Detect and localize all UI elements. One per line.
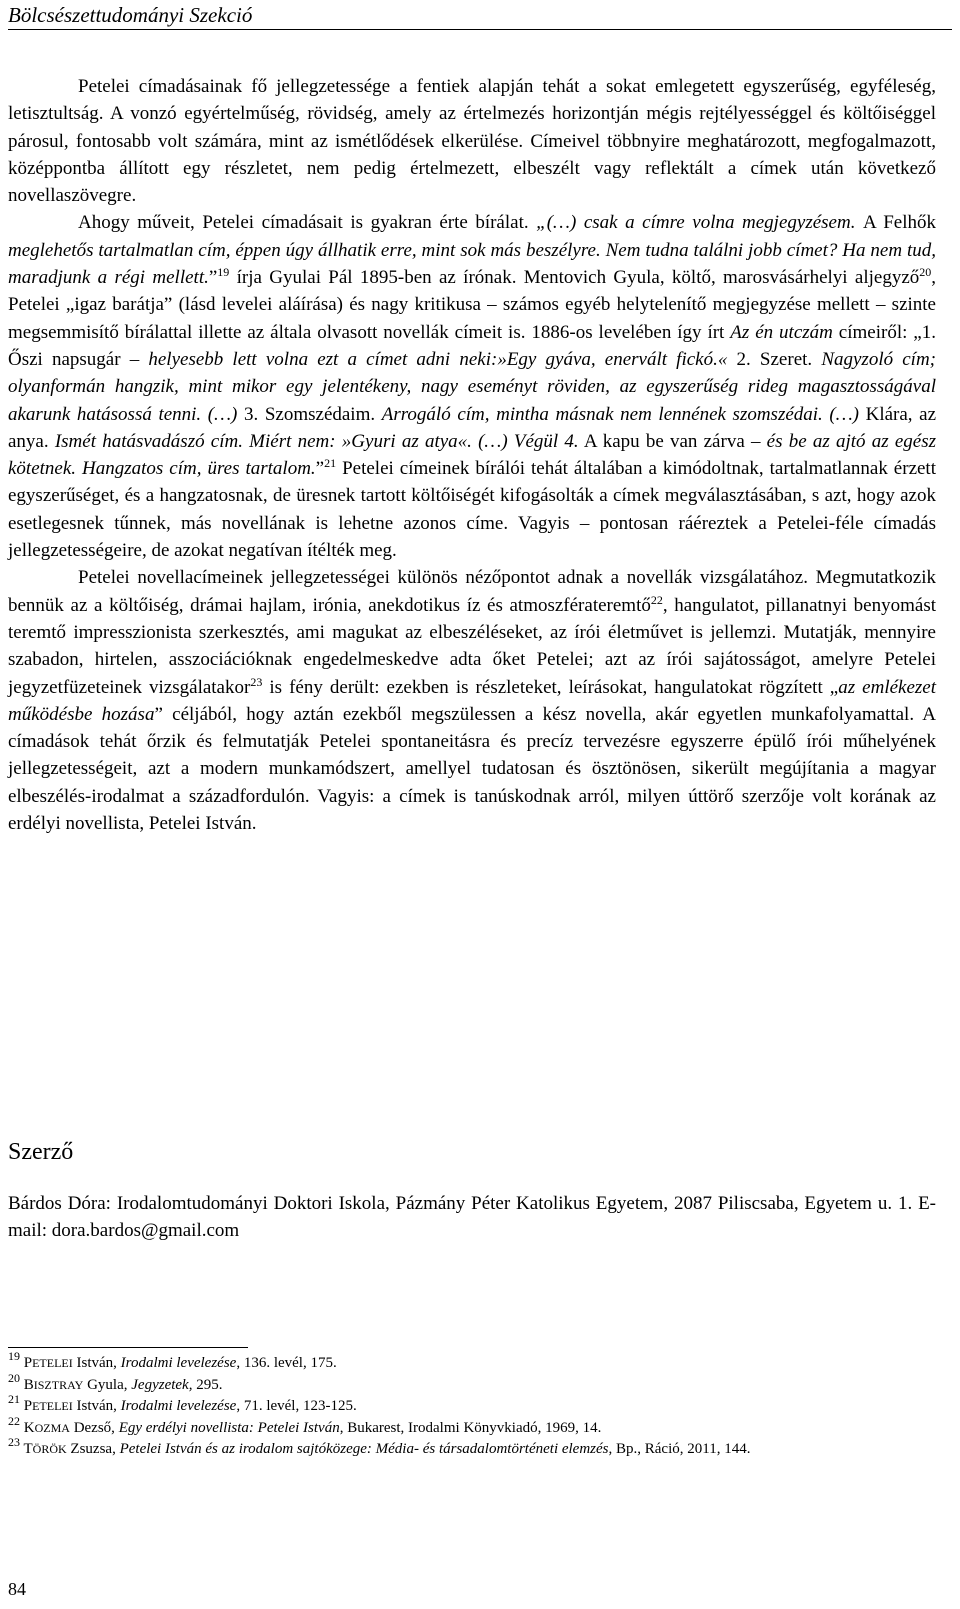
italic-text-run: helyesebb lett volna ezt a címet adni neki:»Egy gyáva, enervált fickó.« <box>148 348 728 370</box>
italic-text-run: Arrogáló cím, mintha másnak nem lennének szomszédai. (…) <box>381 403 859 425</box>
text-run: , Petelei „igaz barátja” (lásd levelei aláírása) és nagy kritikusa – számos egyéb helytelenítő megjegyzése mellett – szinte megsemmisítő bírálattal illette az általa olvasott novellák címeit is. 1886-os levelében így írt <box>8 267 936 343</box>
text-run: Klára, az anya. <box>8 403 937 452</box>
text-run: ETELEI <box>32 1356 73 1370</box>
text-run: István, <box>72 1398 121 1414</box>
running-head: Bölcsészettudományi Szekció <box>8 2 952 30</box>
paragraph-3 <box>8 564 936 837</box>
text-run: P <box>20 1355 33 1371</box>
text-run: B <box>20 1376 34 1393</box>
text-run: K <box>20 1419 35 1436</box>
text-run: 2. Szeret. <box>727 348 822 370</box>
text-run: P <box>20 1398 33 1414</box>
footnote-marker: 22 <box>650 592 663 607</box>
footnote-marker: 23 <box>250 674 263 689</box>
text-run: ” <box>208 267 218 289</box>
text-run: Dezső, <box>69 1419 119 1436</box>
italic-text-run: az emlékezet működésbe hozása <box>8 676 937 725</box>
italic-text-run: Petelei István és az irodalom sajtóközege: Média- és társadalomtörténeti elemzés <box>119 1441 609 1457</box>
italic-text-run: Nem tudna találni jobb címet? Ha nem tud, maradjunk a régi mellett. <box>8 239 936 289</box>
italic-text-run: Egy erdélyi novellista: Petelei István <box>118 1419 340 1436</box>
footnote-marker: 23 <box>8 1435 20 1449</box>
footnote-marker: 20 <box>8 1370 20 1385</box>
footnote-marker: 22 <box>8 1413 20 1428</box>
text-run: címeiről: „1. Őszi napsugár – <box>8 321 936 370</box>
author-info: Bárdos Dóra: Irodalomtudományi Doktori Iskola, Pázmány Péter Katolikus Egyetem, 2087 Piliscsaba, Egyetem u. 1. E-mail: dora.bardos@gmail.com <box>8 1193 936 1241</box>
footnote-19 <box>8 1349 908 1375</box>
footnote-marker: 19 <box>8 1349 20 1363</box>
section-title: Szerző <box>8 1139 74 1165</box>
footnote-marker: 21 <box>324 456 337 471</box>
footnote-21 <box>8 1392 908 1418</box>
italic-text-run: Nagyzoló cím; olyanformán hangzik, mint mikor egy jelentékeny, nagy eseményt röviden, az egyszerűség rideg magasztosságával akarunk hatásossá tenni. (…) <box>8 348 937 425</box>
italic-text-run: Irodalmi levelezése <box>120 1355 237 1371</box>
text-run: Petelei címadásainak fő jellegzetessége a fentiek alapján tehát a sokat emlegetett egyszerűség, egyféleség, letisztultság. A vonzó egyértelműség, rövidség, amely az értelmezés horizontján mégis rejtélyességgel és költőiséggel párosul, fontosabb volt számára, mint az ismétlődések elkerülése. Címeivel többnyire meghatározott, megfogalmazott, középpontba állított egy részletet, nem pedig értelmezett, elbeszélt vagy reflektált a címek után következő novellaszövegre. <box>8 76 936 207</box>
text-run: írja Gyulai Pál 1895-ben az írónak. Mentovich Gyula, költő, marosvásárhelyi aljegyző <box>229 267 920 289</box>
text-run: István, <box>72 1355 121 1371</box>
footnote-23 <box>8 1435 908 1461</box>
italic-text-run: Ismét hatásvadászó cím. Miért nem: »Gyuri az atya«. (…) Végül 4. <box>54 430 579 452</box>
paragraph-1 <box>8 73 936 209</box>
text-run: Petelei novellacímeinek jellegzetességei különös nézőpontot adnak a novellák vizsgálatához. Megmutatkozik bennük az a költőiség, drámai hajlam, irónia, anekdotikus íz és atmoszférateremtő <box>8 567 936 616</box>
text-run: OZMA <box>34 1420 70 1435</box>
text-run: Petelei címeinek bírálói tehát általában a kimódoltnak, tartalmatlannak érzett egyszerűséget, és a hangzatosnak, de üresnek tartott költőiségét kifogásolták a címek megválasztásában, s azt, hogy azok esetlegesnek tűnnek, más novellának is lehetne azonos címe. Vagyis – pontosan ráéreztek a Petelei-féle címadás jellegzetességeire, de azokat negatívan ítélték meg. <box>8 458 936 562</box>
text-run: , 136. levél, 175. <box>236 1355 337 1371</box>
italic-text-run: meglehetős tartalmatlan cím, éppen úgy állhatik erre, mint sok más beszélyre. <box>8 239 606 261</box>
text-run: ETELEI <box>32 1399 73 1413</box>
italic-text-run: Jegyzetek, <box>131 1376 193 1393</box>
paragraph-2 <box>8 209 936 564</box>
text-run: ” céljából, hogy aztán ezekből megszülessen a kész novella, akár egyetlen munkafolyamattal. A címadások tehát őrzik és felmutatják Petelei spontaneitásra és precíz tervezésre egyszerre épülő írói műhelyének jellegzetességeit, azt a modern munkamódszert, amellyel tudatosan és ösztönösen, sikerült megújítania a magyar elbeszélés-irodalmat a századfordulón. Vagyis: a címek is tanúskodnak arról, milyen úttörő szerzője volt korának az erdélyi novellista, Petelei István. <box>8 703 937 835</box>
text-run: ÖRÖK <box>32 1442 67 1456</box>
footnotes-list <box>8 1349 908 1461</box>
text-run: , Bp., Ráció, 2011, 144. <box>608 1441 751 1457</box>
italic-text-run: Irodalmi levelezése <box>120 1398 237 1414</box>
text-run: , Bukarest, Irodalmi Könyvkiadó, 1969, 14. <box>339 1419 602 1436</box>
text-run: is fény derült: ezekben is részleteket, leírásokat, hangulatokat rögzített „ <box>262 676 839 698</box>
text-run: T <box>20 1441 33 1457</box>
footnote-22 <box>8 1413 908 1440</box>
italic-text-run: Az én utczám <box>730 321 833 343</box>
italic-text-run: – és be az ajtó az egész kötetnek. Hangzatos cím, üres tartalom. <box>8 430 936 480</box>
footnote-marker: 20 <box>919 265 932 280</box>
text-run: ISZTRAY <box>33 1377 84 1392</box>
footnote-marker: 19 <box>217 265 230 280</box>
text-run: 295. <box>192 1376 223 1393</box>
text-run: , hangulatot, pillanatnyi benyomást teremtő impresszionista szerkesztés, ami magukat az elbeszéléseket, az írói életművet is jellemzi. Mutatják, mennyire szabadon, hirtelen, asszociációknak engedelmeskedve adta őket Petelei; azt az írói sajátosságot, amelyre Petelei jegyzetfüzeteinek vizsgálatakor <box>8 594 937 698</box>
text-run: A kapu be van zárva <box>578 430 751 452</box>
page-number: 84 <box>8 1579 26 1599</box>
text-run: , 71. levél, 123-125. <box>236 1398 357 1414</box>
footnote-20 <box>8 1370 908 1397</box>
text-run: Ahogy műveit, Petelei címadásait is gyakran érte bírálat. <box>78 212 537 234</box>
italic-text-run: „(…) csak a címre volna megjegyzésem. <box>536 212 863 234</box>
body-text <box>8 73 936 837</box>
text-run: Gyula, <box>83 1376 132 1393</box>
text-run: A Felhők <box>863 212 936 234</box>
footnote-divider <box>8 1347 248 1348</box>
text-run: Zsuzsa, <box>66 1441 120 1457</box>
text-run: 3. Szomszédaim. <box>237 403 382 425</box>
text-run: ” <box>315 458 325 480</box>
footnote-marker: 21 <box>8 1392 20 1406</box>
